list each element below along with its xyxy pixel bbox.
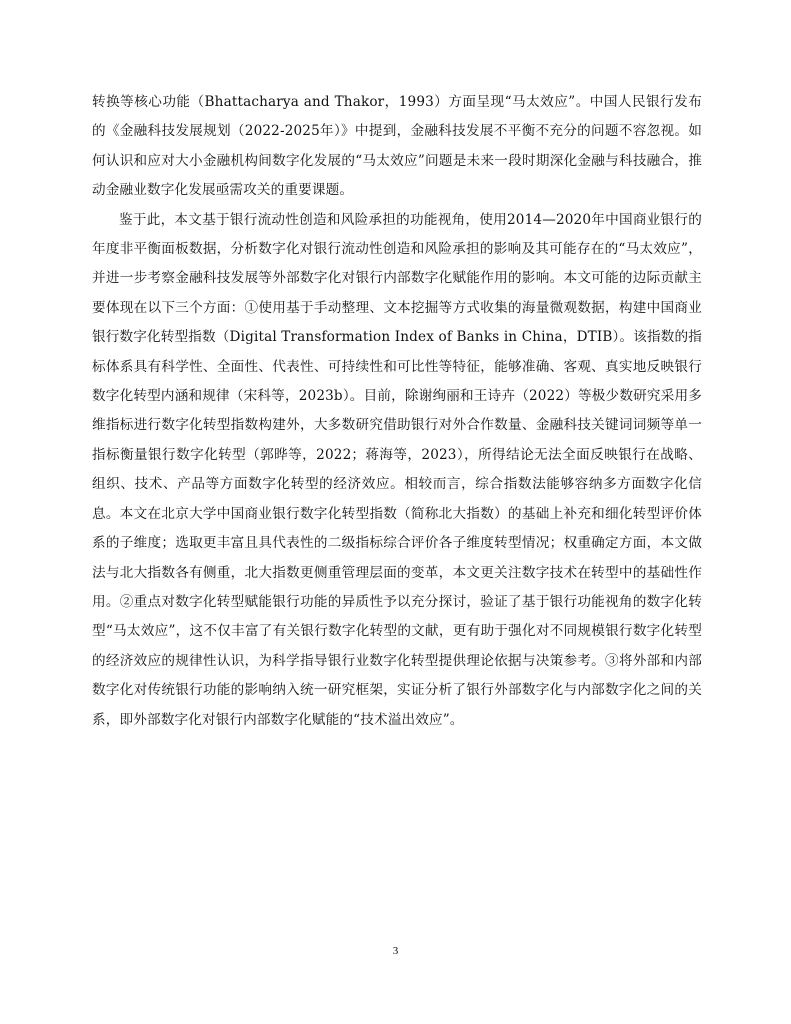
paragraph-contributions: 鉴于此，本文基于银行流动性创造和风险承担的功能视角，使用2014—2020年中国商业银行的年度非平衡面板数据，分析数字化对银行流动性创造和风险承担的影响及其可能存在的“马太效应”，并进一步考察金融科技发展等外部数字化对银行内部数字化赋能作用的影响。本文可能的边际贡献主要体现在以下三个方面：①使用基于手动整理、文本挖掘等方式收集的海量微观数据，构建中国商业银行数字化转型指数（Digital Transformation Index of Banks in China，DTIB）。该指数的指标体系具有科学性、全面性、代表性、可持续性和可比性等特征，能够准确、客观、真实地反映银行数字化转型内涵和规律（宋科等，2023b）。目前，除谢绚丽和王诗卉（2022）等极少数研究采用多维指标进行数字化转型指数构建外，大多数研究借助银行对外合作数量、金融科技关键词词频等单一指标衡量银行数字化转型（郭晔等，2022；蒋海等，2023），所得结论无法全面反映银行在战略、组织、技术、产品等方面数字化转型的经济效应。相较而言，综合指数法能够容纳多方面数字化信息。本文在北京大学中国商业银行数字化转型指数（简称北大指数）的基础上补充和细化转型评价体系的子维度；选取更丰富且具代表性的二级指标综合评价各子维度转型情况；权重确定方面，本文做法与北大指数各有侧重，北大指数更侧重管理层面的变革，本文更关注数字技术在转型中的基础性作用。②重点对数字化转型赋能银行功能的异质性予以充分探讨，验证了基于银行功能视角的数字化转型“马太效应”，这不仅丰富了有关银行数字化转型的文献，更有助于强化对不同规模银行数字化转型的经济效应的规律性认识，为科学指导银行业数字化转型提供理论依据与决策参考。③将外部和内部数字化对传统银行功能的影响纳入统一研究框架，实证分析了银行外部数字化与内部数字化之间的关系，即外部数字化对银行内部数字化赋能的“技术溢出效应”。 <box>92 211 702 728</box>
page-number: 3 <box>392 945 399 957</box>
paragraph-continuation: 转换等核心功能（Bhattacharya and Thakor，1993）方面呈现“马太效应”。中国人民银行发布的《金融科技发展规划（2022-2025年）》中提到，金融科技发展不平衡不充分的问题不容忽视。如何认识和应对大小金融机构间数字化发展的“马太效应”问题是未来一段时期深化金融与科技融合，推动金融业数字化发展亟需攻关的重要课题。 <box>92 94 702 199</box>
body-text <box>92 88 702 735</box>
